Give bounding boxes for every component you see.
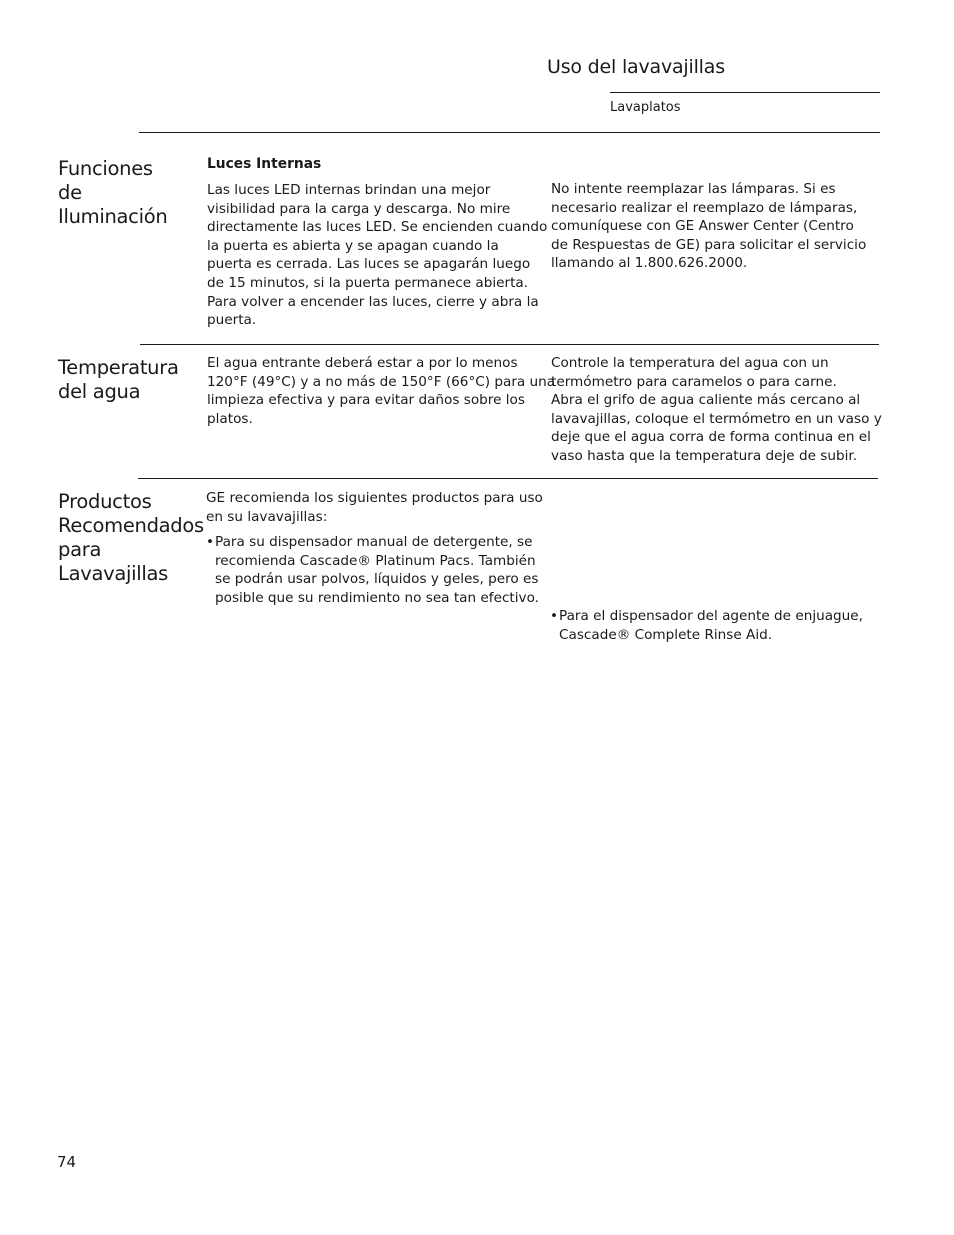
section-heading-line: Iluminación <box>58 205 168 228</box>
text-line: comuníquese con GE Answer Center (Centro <box>551 218 854 235</box>
subsection-title: Luces Internas <box>207 156 322 172</box>
text-line: visibilidad para la carga y descarga. No mire <box>207 200 511 217</box>
text-line: No intente reemplazar las lámparas. Si es <box>551 181 836 197</box>
text-line: El agua entrante deberá estar a por lo menos <box>207 355 518 371</box>
page-subtitle: Lavaplatos <box>610 100 681 115</box>
text-line: vaso hasta que la temperatura deje de subir. <box>551 447 858 464</box>
page-number: 74 <box>57 1153 77 1171</box>
text-line: termómetro para caramelos o para carne. <box>551 373 837 390</box>
text-line: puerta. <box>207 312 257 329</box>
text-line: recomienda Cascade® Platinum Pacs. También <box>215 552 536 569</box>
text-line: necesario realizar el reemplazo de lámparas, <box>551 199 858 216</box>
section-divider <box>140 344 879 345</box>
section-heading-line: de <box>58 181 82 204</box>
bullet-icon: • <box>206 534 215 550</box>
text-line: Controle la temperatura del agua con un <box>551 355 829 371</box>
text-line: deje que el agua corra de forma continua en el <box>551 429 871 446</box>
section-heading-iluminacion <box>58 157 167 229</box>
text-line: lavavajillas, coloque el termómetro en un vaso y <box>551 410 882 427</box>
text-line: GE recomienda los siguientes productos para uso <box>206 490 543 506</box>
section-divider <box>139 132 880 133</box>
section-heading-line: Temperatura <box>58 356 179 379</box>
page-title: Uso del lavavajillas <box>547 56 725 78</box>
product-bullet-detergent <box>206 533 954 607</box>
section-left-text <box>207 354 555 428</box>
section-heading-temperatura <box>58 356 179 404</box>
section-intro-text <box>206 489 543 526</box>
section-right-text <box>551 354 882 466</box>
section-heading-line: Productos <box>58 490 152 513</box>
text-line: la puerta es abierta y se apagan cuando la <box>207 237 499 254</box>
text-line: 120°F (49°C) y a no más de 150°F (66°C) para una <box>207 373 556 390</box>
section-divider <box>138 478 878 479</box>
product-bullet-rinse-aid <box>550 607 954 644</box>
text-line: Para el dispensador del agente de enjuague, <box>559 608 863 625</box>
bullet-icon: • <box>550 608 559 625</box>
text-line: Cascade® Complete Rinse Aid. <box>559 626 773 643</box>
header-divider <box>610 92 880 93</box>
text-line: limpieza efectiva y para evitar daños sobre los <box>207 392 525 409</box>
text-line: llamando al 1.800.626.2000. <box>551 255 748 272</box>
section-heading-productos <box>58 490 204 586</box>
section-heading-line: para <box>58 538 102 561</box>
section-heading-line: Funciones <box>58 157 153 180</box>
text-line: Para volver a encender las luces, cierre y abra la <box>207 293 539 310</box>
text-line: directamente las luces LED. Se encienden cuando <box>207 219 548 236</box>
section-left-text <box>207 181 547 330</box>
text-line: puerta es cerrada. Las luces se apagarán luego <box>207 256 531 273</box>
text-line: Abra el grifo de agua caliente más cercano al <box>551 392 861 409</box>
text-line: en su lavavajillas: <box>206 508 328 525</box>
section-heading-line: del agua <box>58 380 141 403</box>
text-line: se podrán usar polvos, líquidos y geles, pero es <box>215 571 539 588</box>
section-heading-line: Recomendados <box>58 514 204 537</box>
text-line: Para su dispensador manual de detergente, se <box>215 534 533 550</box>
text-line: de 15 minutos, si la puerta permanece abierta. <box>207 274 529 291</box>
section-heading-line: Lavavajillas <box>58 562 168 585</box>
text-line: posible que su rendimiento no sea tan efectivo. <box>215 589 539 606</box>
text-line: Las luces LED internas brindan una mejor <box>207 182 491 198</box>
text-line: de Respuestas de GE) para solicitar el servicio <box>551 236 867 253</box>
section-right-text <box>551 180 866 273</box>
text-line: platos. <box>207 410 253 427</box>
